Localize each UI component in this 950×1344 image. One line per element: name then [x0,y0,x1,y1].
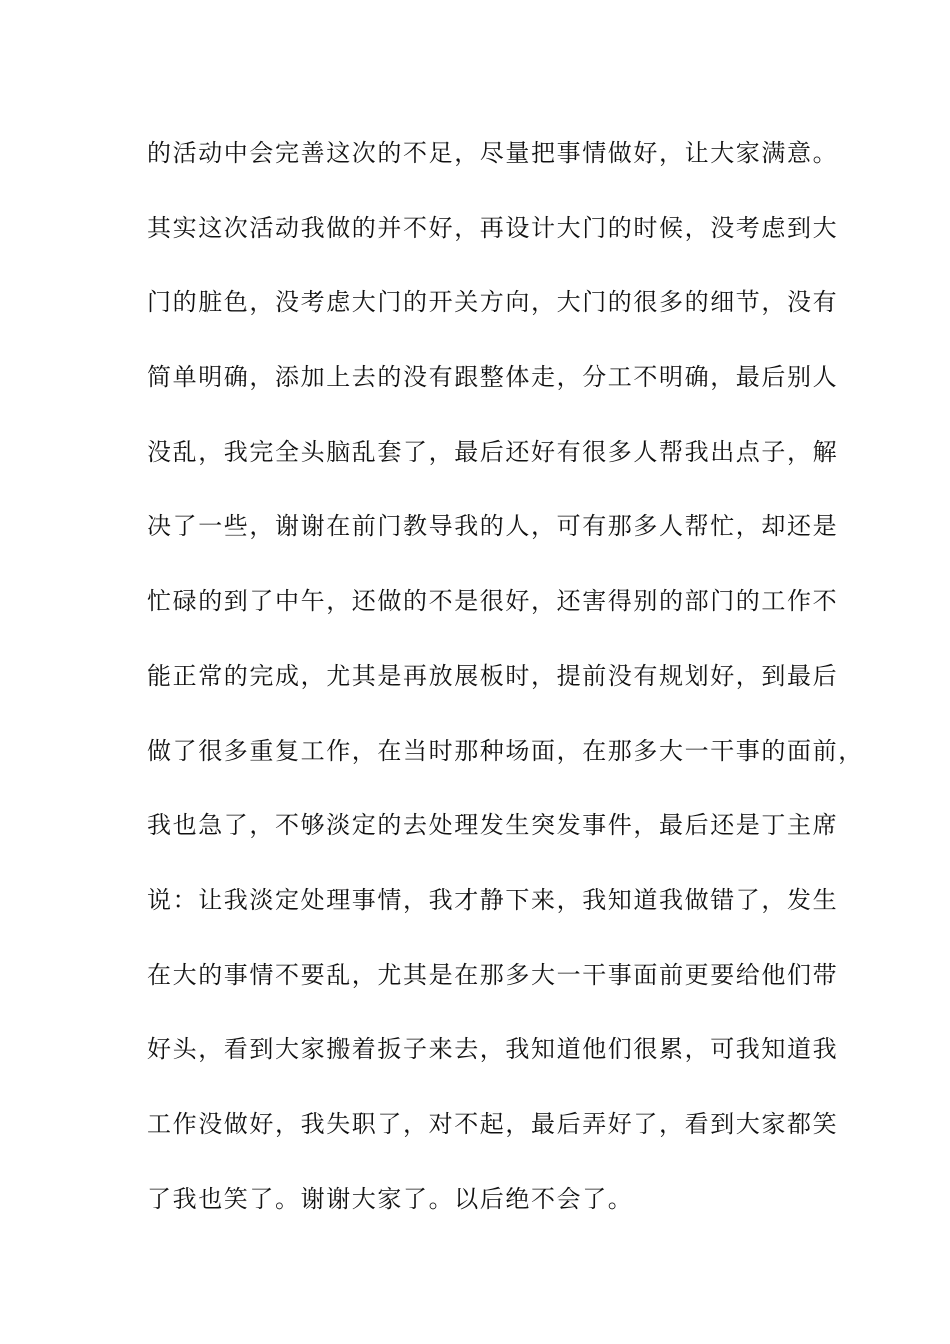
text-line: 的活动中会完善这次的不足，尽量把事情做好，让大家满意。 [147,139,839,167]
body-text [147,131,864,1251]
text-line: 决了一些，谢谢在前门教导我的人，可有那多人帮忙，却还是 [147,512,839,541]
text-line: 简单明确，添加上去的没有跟整体走，分工不明确，最后别人 [147,363,839,392]
text-line: 做了很多重复工作，在当时那种场面，在那多大一干事的面前， [147,736,864,765]
text-line: 好头，看到大家搬着扳子来去，我知道他们很累，可我知道我 [147,1035,839,1064]
text-line: 我也急了，不够淡定的去处理发生突发事件，最后还是丁主席 [147,811,839,840]
text-line: 工作没做好，我失职了，对不起，最后弄好了，看到大家都笑 [147,1109,839,1138]
text-line: 了我也笑了。谢谢大家了。以后绝不会了。 [147,1184,634,1213]
text-line: 说：让我淡定处理事情，我才静下来，我知道我做错了，发生 [147,885,839,914]
text-line: 能正常的完成，尤其是再放展板时，提前没有规划好，到最后 [147,661,839,690]
text-line: 忙碌的到了中午，还做的不是很好，还害得别的部门的工作不 [147,587,839,616]
text-line: 门的脏色，没考虑大门的开关方向，大门的很多的细节，没有 [147,288,839,317]
text-line: 在大的事情不要乱，尤其是在那多大一干事面前更要给他们带 [147,960,839,989]
text-line: 其实这次活动我做的并不好，再设计大门的时候，没考虑到大 [147,213,839,242]
text-line: 没乱，我完全头脑乱套了，最后还好有很多人帮我出点子，解 [147,437,839,466]
